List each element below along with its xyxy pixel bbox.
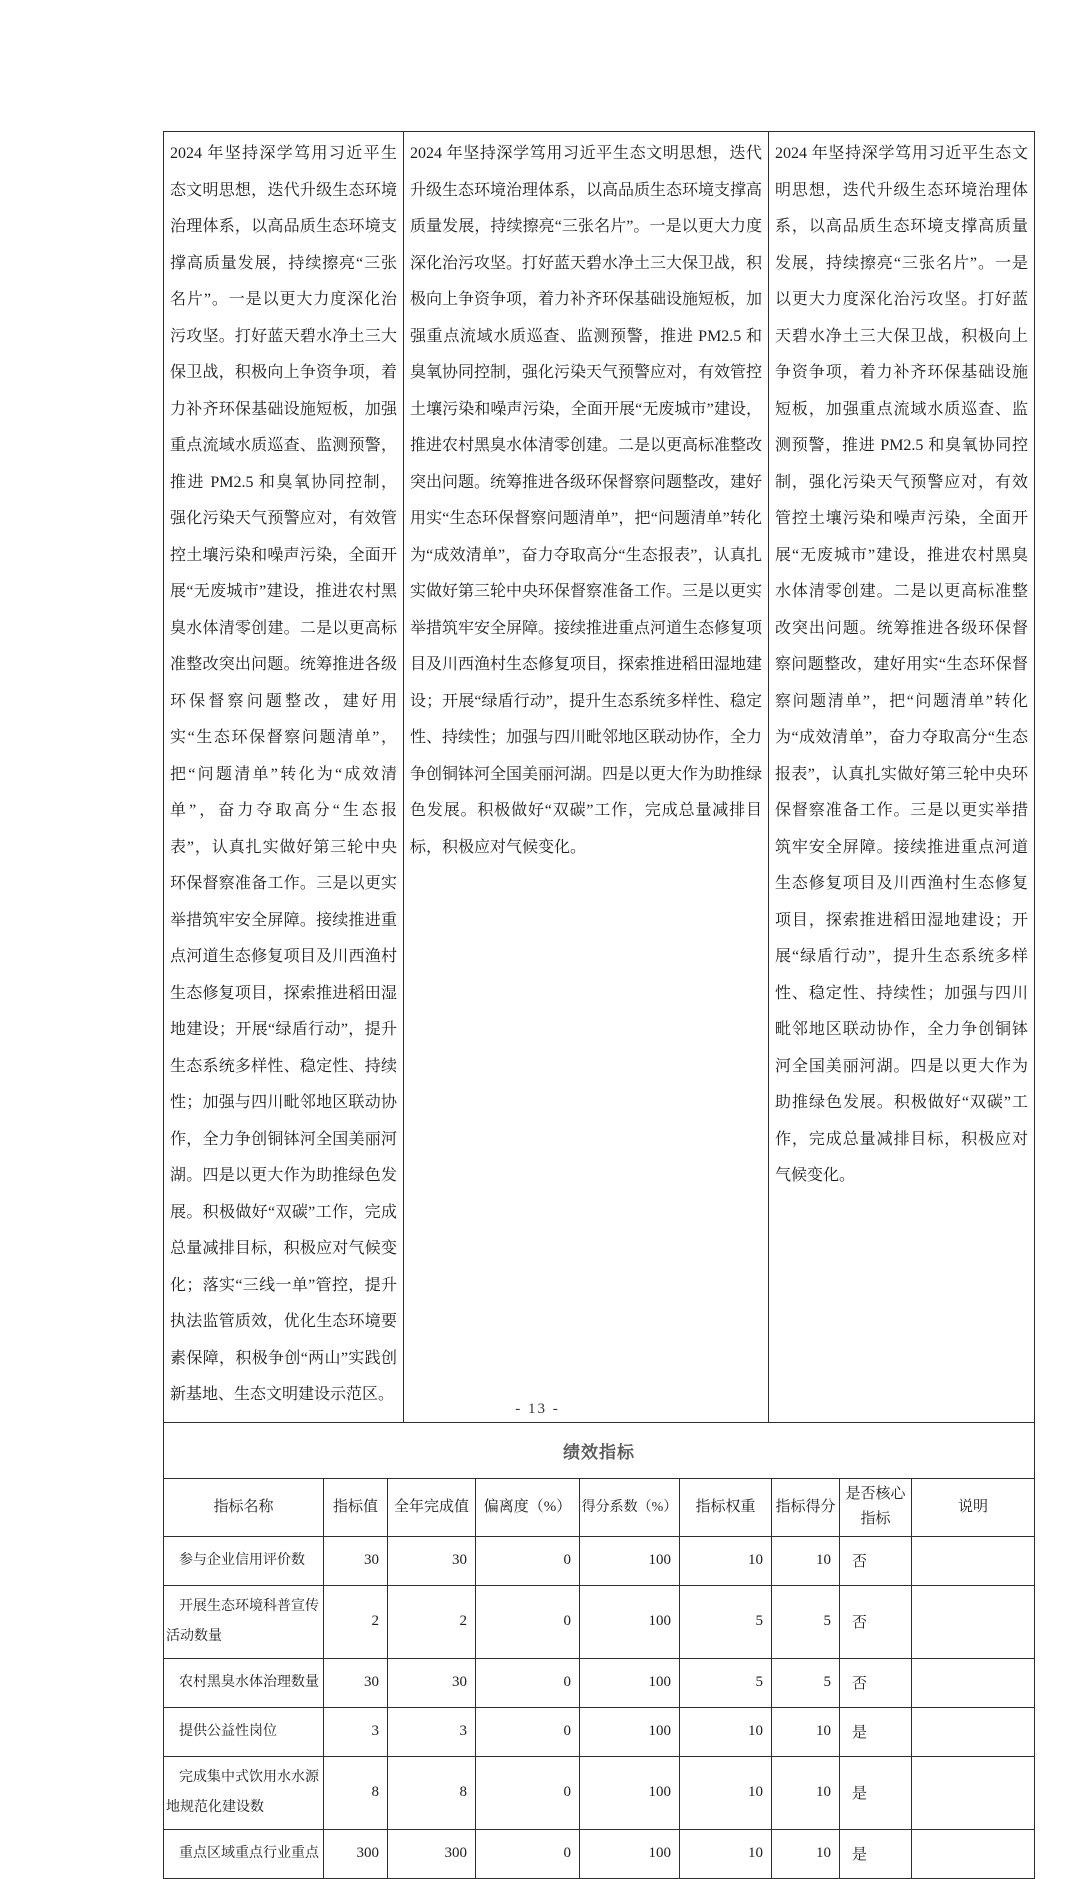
header-note: 说明 [957, 1498, 988, 1515]
header-indicator-value: 指标值 [324, 1479, 388, 1536]
deviation-cell: 0 [476, 1586, 580, 1658]
score-coefficient-cell: 100 [580, 1586, 680, 1658]
indicator-row [164, 1829, 1034, 1878]
score-coefficient-cell: 100 [580, 1659, 680, 1707]
deviation-cell: 0 [476, 1757, 580, 1829]
score-cell: 10 [772, 1537, 840, 1585]
note-cell [912, 1708, 1034, 1756]
score-cell: 10 [772, 1708, 840, 1756]
performance-indicators-title: 绩效指标 [563, 1442, 635, 1462]
indicator-row [164, 1707, 1034, 1756]
score-cell: 10 [772, 1830, 840, 1878]
narrative-column-3 [769, 132, 1034, 1422]
is-core-cell: 否 [840, 1537, 912, 1585]
indicator-name-cell: 重点区域重点行业重点 [164, 1830, 324, 1878]
narrative-column-1 [164, 132, 404, 1422]
narrative-text-1: 2024 年坚持深学笃用习近平生态文明思想，迭代升级生态环境治理体系，以高品质生态环境支撑高质量发展，持续擦亮“三张名片”。一是以更大力度深化治污攻坚。打好蓝天碧水净土三大保卫战，积极向上争资争项，着力补齐环保基础设施短板，加强重点流域水质巡查、监测预警，推进 PM2.5 和臭氧协同控制，强化污染天气预警应对，有效管控土壤污染和噪声污染，全面开展“无废城市”建设，推进农村黑臭水体清零创建。二是以更高标准整改突出问题。统筹推进各级环保督察问题整改，建好用实“生态环保督察问题清单”，把“问题清单”转化为“成效清单”，奋力夺取高分“生态报表”，认真扎实做好第三轮中央环保督察准备工作。三是以更实举措筑牢安全屏障。接续推进重点河道生态修复项目及川西渔村生态修复项目，探索推进稻田湿地建设；开展“绿盾行动”，提升生态系统多样性、稳定性、持续性；加强与四川毗邻地区联动协作，全力争创铜钵河全国美丽河湖。四是以更大作为助推绿色发展。积极做好“双碳”工作，完成总量减排目标，积极应对气候变化；落实“三线一单”管控，提升执法监管质效，优化生态环境要素保障，积极争创“两山”实践创新基地、生态文明建设示范区。 [170, 145, 397, 1403]
deviation-cell: 0 [476, 1830, 580, 1878]
note-cell [912, 1830, 1034, 1878]
deviation-cell: 0 [476, 1708, 580, 1756]
is-core-cell: 是 [840, 1830, 912, 1878]
performance-indicators-title-row [164, 1422, 1034, 1478]
completion-cell: 300 [388, 1830, 476, 1878]
score-cell: 10 [772, 1757, 840, 1829]
indicator-name-cell: 参与企业信用评价数 [164, 1537, 324, 1585]
indicator-value-cell: 30 [324, 1659, 388, 1707]
indicator-name-cell: 农村黑臭水体治理数量 [164, 1659, 324, 1707]
header-score-coefficient: 得分系数（%） [580, 1479, 680, 1536]
indicator-value-cell: 2 [324, 1586, 388, 1658]
header-is-core-indicator: 是否核心指标 [840, 1479, 912, 1536]
indicator-row [164, 1585, 1034, 1658]
score-coefficient-cell: 100 [580, 1757, 680, 1829]
note-cell [912, 1659, 1034, 1707]
completion-cell: 30 [388, 1659, 476, 1707]
indicator-row [164, 1658, 1034, 1707]
is-core-cell: 否 [840, 1659, 912, 1707]
weight-cell: 10 [680, 1537, 772, 1585]
completion-cell: 30 [388, 1537, 476, 1585]
deviation-cell: 0 [476, 1659, 580, 1707]
header-annual-completion: 全年完成值 [388, 1479, 476, 1536]
deviation-cell: 0 [476, 1537, 580, 1585]
is-core-cell: 否 [840, 1586, 912, 1658]
header-indicator-name: 指标名称 [164, 1479, 324, 1536]
header-indicator-weight: 指标权重 [680, 1479, 772, 1536]
score-coefficient-cell: 100 [580, 1830, 680, 1878]
indicator-value-cell: 30 [324, 1537, 388, 1585]
indicator-name-cell: 完成集中式饮用水水源地规范化建设数 [164, 1757, 324, 1829]
completion-cell: 2 [388, 1586, 476, 1658]
indicator-value-cell: 300 [324, 1830, 388, 1878]
indicators-header-row [164, 1478, 1034, 1536]
weight-cell: 10 [680, 1830, 772, 1878]
completion-cell: 3 [388, 1708, 476, 1756]
indicator-value-cell: 3 [324, 1708, 388, 1756]
score-coefficient-cell: 100 [580, 1537, 680, 1585]
page-number: - 13 - [515, 1401, 560, 1417]
indicator-row [164, 1756, 1034, 1829]
narrative-text-2: 2024 年坚持深学笃用习近平生态文明思想，迭代升级生态环境治理体系，以高品质生态环境支撑高质量发展，持续擦亮“三张名片”。一是以更大力度深化治污攻坚。打好蓝天碧水净土三大保卫战，积极向上争资争项，着力补齐环保基础设施短板，加强重点流域水质巡查、监测预警，推进 PM2.5 和臭氧协同控制，强化污染天气预警应对，有效管控土壤污染和噪声污染，全面开展“无废城市”建设，推进农村黑臭水体清零创建。二是以更高标准整改突出问题。统筹推进各级环保督察问题整改，建好用实“生态环保督察问题清单”，把“问题清单”转化为“成效清单”，奋力夺取高分“生态报表”，认真扎实做好第三轮中央环保督察准备工作。三是以更实举措筑牢安全屏障。接续推进重点河道生态修复项目及川西渔村生态修复项目，探索推进稻田湿地建设；开展“绿盾行动”，提升生态系统多样性、稳定性、持续性；加强与四川毗邻地区联动协作，全力争创铜钵河全国美丽河湖。四是以更大作为助推绿色发展。积极做好“双碳”工作，完成总量减排目标，积极应对气候变化。 [410, 145, 763, 856]
weight-cell: 10 [680, 1757, 772, 1829]
performance-report-table [163, 131, 1035, 1879]
narrative-text-3: 2024 年坚持深学笃用习近平生态文明思想，迭代升级生态环境治理体系，以高品质生态环境支撑高质量发展，持续擦亮“三张名片”。一是以更大力度深化治污攻坚。打好蓝天碧水净土三大保卫战，积极向上争资争项，着力补齐环保基础设施短板，加强重点流域水质巡查、监测预警，推进 PM2.5 和臭氧协同控制，强化污染天气预警应对，有效管控土壤污染和噪声污染，全面开展“无废城市”建设，推进农村黑臭水体清零创建。二是以更高标准整改突出问题。统筹推进各级环保督察问题整改，建好用实“生态环保督察问题清单”，把“问题清单”转化为“成效清单”，奋力夺取高分“生态报表”，认真扎实做好第三轮中央环保督察准备工作。三是以更实举措筑牢安全屏障。接续推进重点河道生态修复项目及川西渔村生态修复项目，探索推进稻田湿地建设；开展“绿盾行动”，提升生态系统多样性、稳定性、持续性；加强与四川毗邻地区联动协作，全力争创铜钵河全国美丽河湖。四是以更大作为助推绿色发展。积极做好“双碳”工作，完成总量减排目标，积极应对气候变化。 [775, 145, 1028, 1184]
indicator-value-cell: 8 [324, 1757, 388, 1829]
narrative-section [164, 132, 1034, 1422]
note-cell [912, 1586, 1034, 1658]
weight-cell: 5 [680, 1659, 772, 1707]
score-cell: 5 [772, 1586, 840, 1658]
note-cell [912, 1537, 1034, 1585]
header-indicator-score: 指标得分 [772, 1479, 840, 1536]
completion-cell: 8 [388, 1757, 476, 1829]
score-cell: 5 [772, 1659, 840, 1707]
indicator-row [164, 1536, 1034, 1585]
weight-cell: 5 [680, 1586, 772, 1658]
weight-cell: 10 [680, 1708, 772, 1756]
header-deviation-percent: 偏离度（%） [476, 1479, 580, 1536]
is-core-cell: 是 [840, 1757, 912, 1829]
is-core-cell: 是 [840, 1708, 912, 1756]
narrative-column-2 [404, 132, 769, 1422]
note-cell [912, 1757, 1034, 1829]
indicator-name-cell: 开展生态环境科普宣传活动数量 [164, 1586, 324, 1658]
score-coefficient-cell: 100 [580, 1708, 680, 1756]
indicator-name-cell: 提供公益性岗位 [164, 1708, 324, 1756]
